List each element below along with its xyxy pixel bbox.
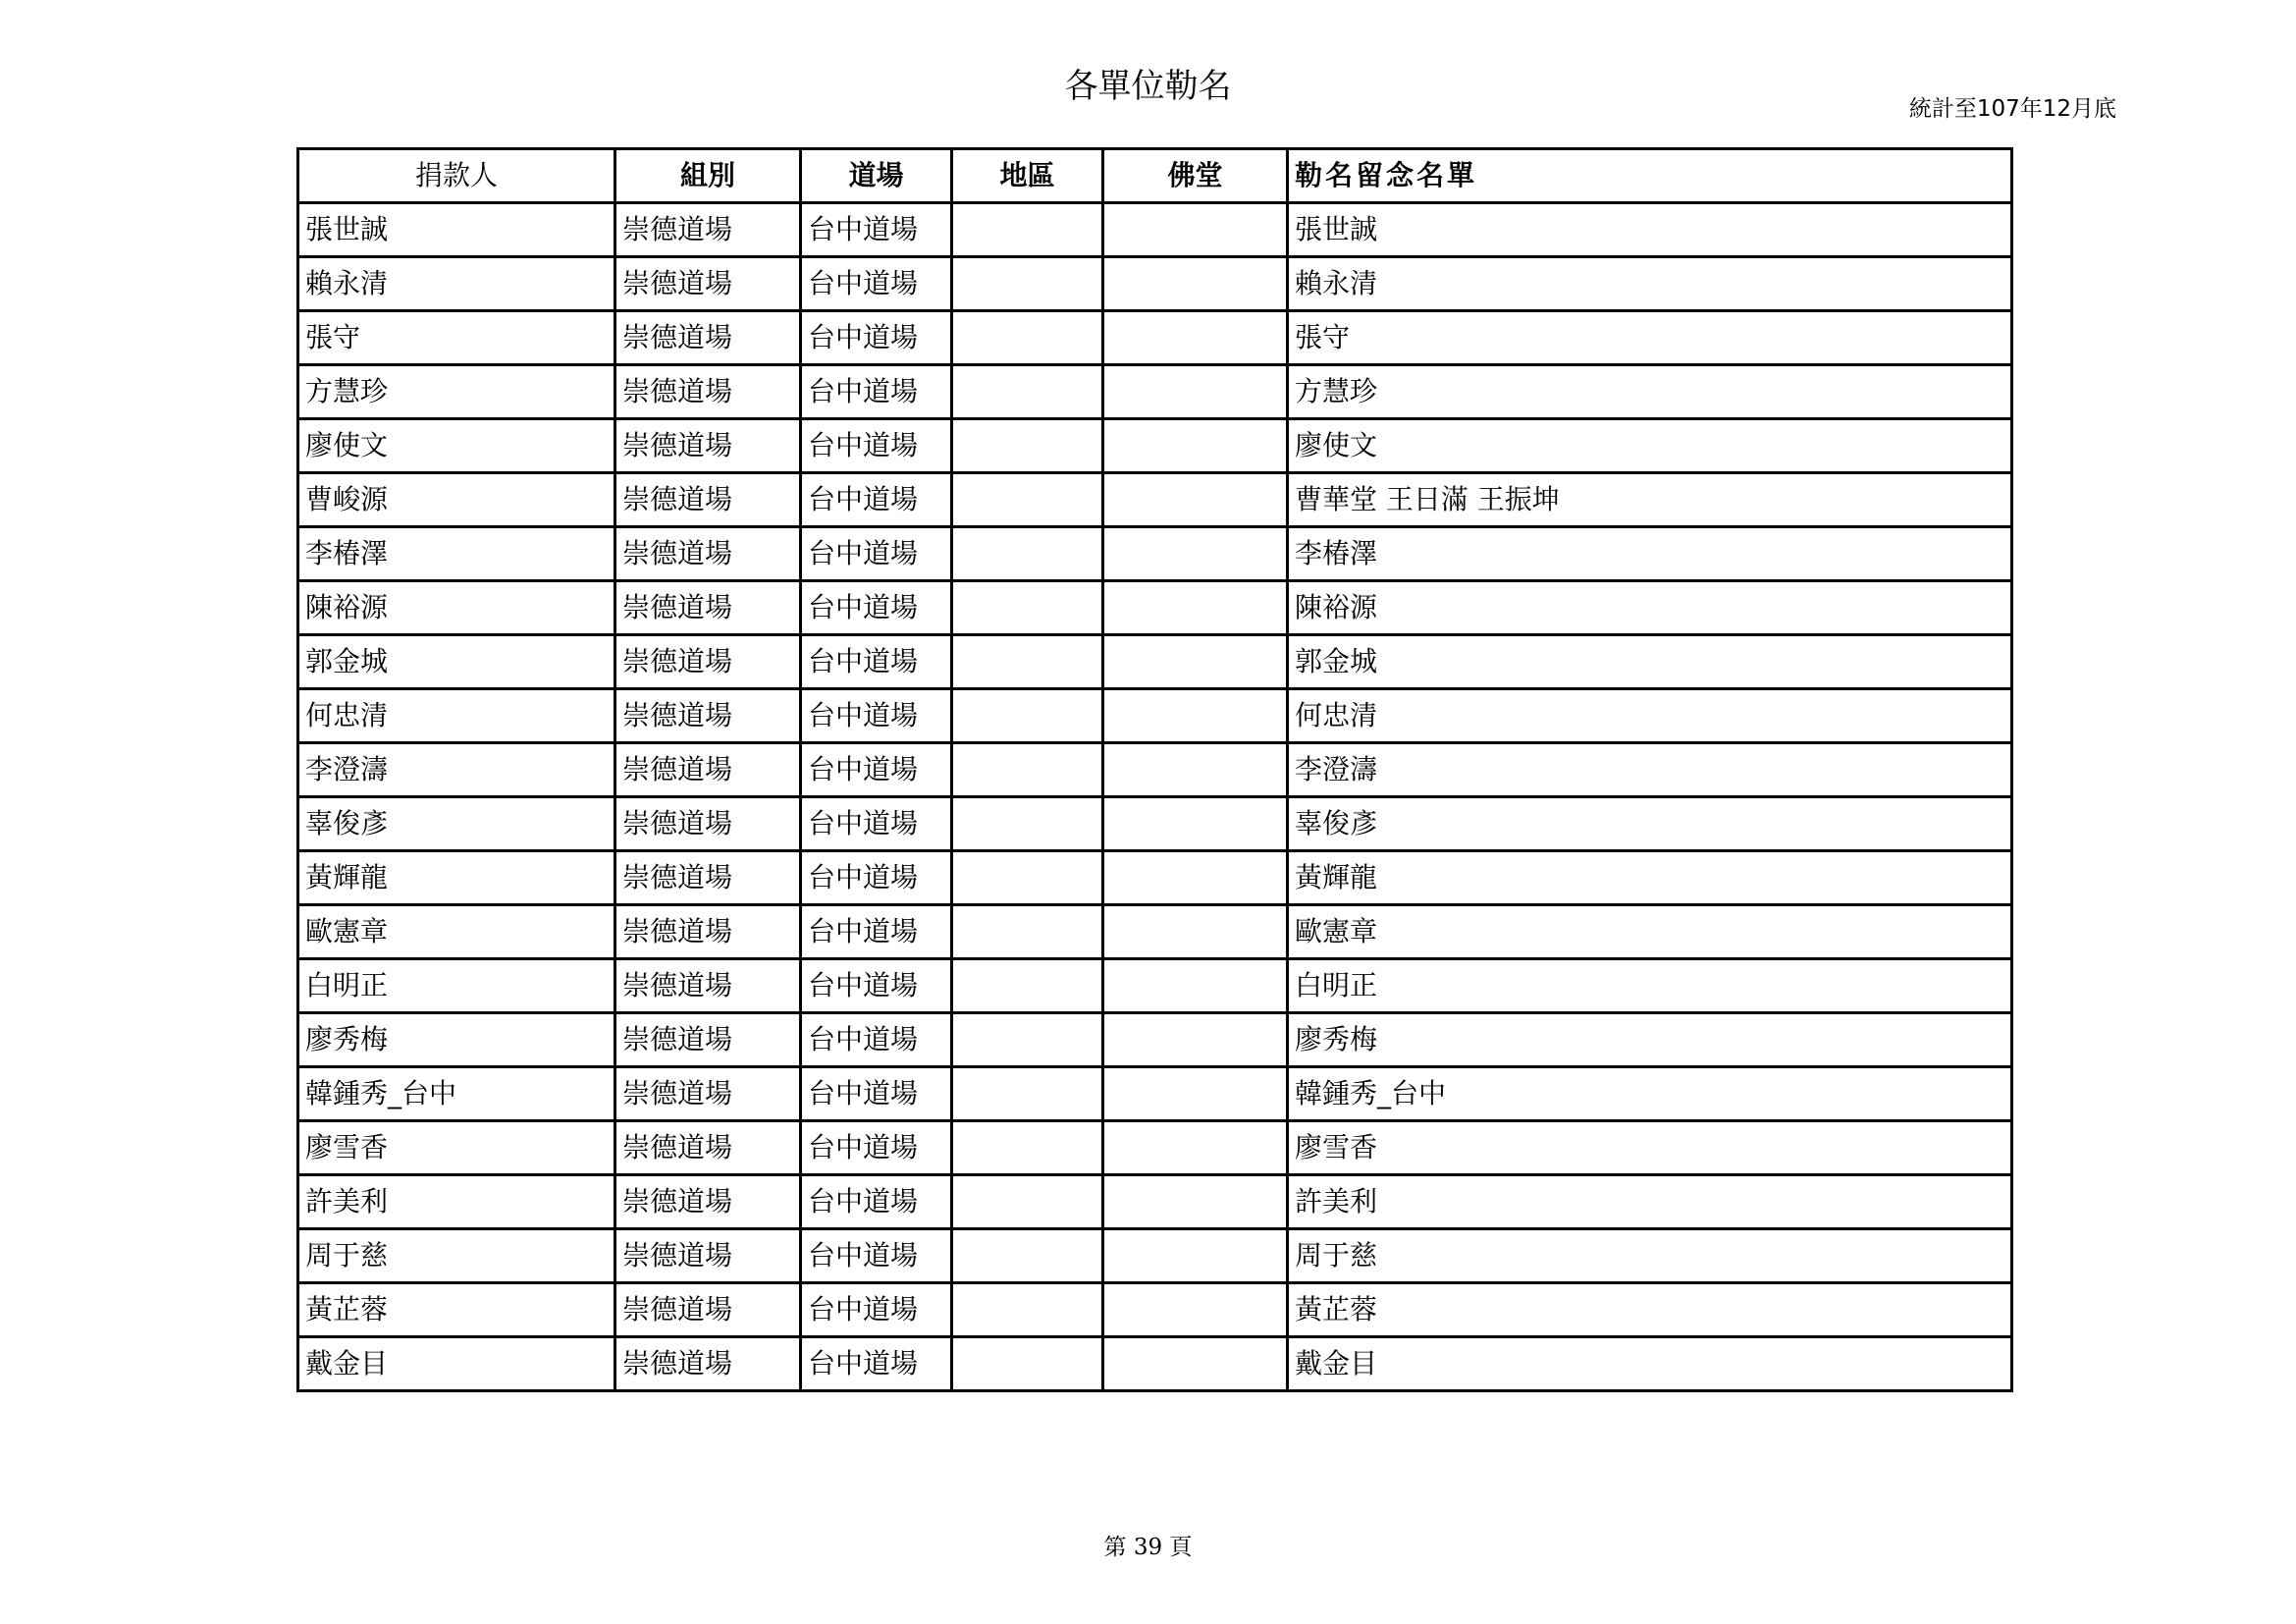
cell-memorial-names: 曹華堂 王日滿 王振坤 (1288, 473, 2012, 527)
cell-group: 崇德道場 (615, 1283, 801, 1337)
cell-donor: 韓鍾秀_台中 (298, 1067, 615, 1121)
cell-memorial-names: 方慧珍 (1288, 365, 2012, 419)
cell-region (952, 1337, 1103, 1391)
cell-donor: 廖雪香 (298, 1121, 615, 1175)
cell-dojo: 台中道場 (801, 203, 952, 257)
cell-memorial-names: 許美利 (1288, 1175, 2012, 1229)
cell-buddha-hall (1103, 743, 1288, 797)
cell-donor: 賴永清 (298, 257, 615, 311)
cell-memorial-names: 郭金城 (1288, 635, 2012, 689)
cell-buddha-hall (1103, 905, 1288, 959)
cell-region (952, 1067, 1103, 1121)
cell-donor: 何忠清 (298, 689, 615, 743)
cell-region (952, 1121, 1103, 1175)
cell-donor: 白明正 (298, 959, 615, 1013)
page-title: 各單位勒名 (1064, 67, 1232, 106)
table-row (298, 905, 2012, 959)
cell-dojo: 台中道場 (801, 905, 952, 959)
table-row (298, 851, 2012, 905)
table-row (298, 1121, 2012, 1175)
table-row (298, 1337, 2012, 1391)
table-row (298, 689, 2012, 743)
table-row (298, 365, 2012, 419)
cell-memorial-names: 韓鍾秀_台中 (1288, 1067, 2012, 1121)
header-region: 地區 (952, 149, 1103, 203)
table-row (298, 257, 2012, 311)
cell-donor: 周于慈 (298, 1229, 615, 1283)
cell-buddha-hall (1103, 257, 1288, 311)
cell-dojo: 台中道場 (801, 1229, 952, 1283)
cell-donor: 陳裕源 (298, 581, 615, 635)
cell-buddha-hall (1103, 311, 1288, 365)
table-row (298, 1229, 2012, 1283)
table-row (298, 959, 2012, 1013)
cell-dojo: 台中道場 (801, 419, 952, 473)
cell-memorial-names: 白明正 (1288, 959, 2012, 1013)
cell-group: 崇德道場 (615, 1175, 801, 1229)
cell-memorial-names: 黃輝龍 (1288, 851, 2012, 905)
cell-dojo: 台中道場 (801, 743, 952, 797)
table-row (298, 581, 2012, 635)
table-row (298, 311, 2012, 365)
cell-buddha-hall (1103, 1067, 1288, 1121)
cell-donor: 李澄濤 (298, 743, 615, 797)
cell-region (952, 905, 1103, 959)
cell-dojo: 台中道場 (801, 527, 952, 581)
cell-memorial-names: 周于慈 (1288, 1229, 2012, 1283)
cell-dojo: 台中道場 (801, 1121, 952, 1175)
cell-dojo: 台中道場 (801, 797, 952, 851)
cell-buddha-hall (1103, 527, 1288, 581)
cell-group: 崇德道場 (615, 527, 801, 581)
cell-memorial-names: 黃芷蓉 (1288, 1283, 2012, 1337)
cell-dojo: 台中道場 (801, 581, 952, 635)
cell-donor: 歐憲章 (298, 905, 615, 959)
cell-region (952, 1229, 1103, 1283)
table-body (298, 203, 2012, 1391)
cell-buddha-hall (1103, 1337, 1288, 1391)
cell-region (952, 1283, 1103, 1337)
donor-table (296, 147, 2013, 1392)
cell-group: 崇德道場 (615, 257, 801, 311)
cell-buddha-hall (1103, 689, 1288, 743)
cell-group: 崇德道場 (615, 1337, 801, 1391)
cell-memorial-names: 廖雪香 (1288, 1121, 2012, 1175)
table-row (298, 473, 2012, 527)
cell-dojo: 台中道場 (801, 1283, 952, 1337)
cell-buddha-hall (1103, 365, 1288, 419)
cell-dojo: 台中道場 (801, 1067, 952, 1121)
header-buddha-hall: 佛堂 (1103, 149, 1288, 203)
table-row (298, 797, 2012, 851)
cell-donor: 方慧珍 (298, 365, 615, 419)
cell-region (952, 581, 1103, 635)
table-row (298, 1175, 2012, 1229)
cell-donor: 許美利 (298, 1175, 615, 1229)
cell-region (952, 311, 1103, 365)
cell-group: 崇德道場 (615, 203, 801, 257)
cell-donor: 郭金城 (298, 635, 615, 689)
cell-memorial-names: 廖使文 (1288, 419, 2012, 473)
cell-group: 崇德道場 (615, 1013, 801, 1067)
cell-dojo: 台中道場 (801, 851, 952, 905)
cell-region (952, 257, 1103, 311)
cell-region (952, 797, 1103, 851)
table-row (298, 419, 2012, 473)
cell-memorial-names: 歐憲章 (1288, 905, 2012, 959)
cell-buddha-hall (1103, 1283, 1288, 1337)
cell-donor: 張世誠 (298, 203, 615, 257)
cell-group: 崇德道場 (615, 797, 801, 851)
cell-region (952, 473, 1103, 527)
cell-group: 崇德道場 (615, 311, 801, 365)
cell-group: 崇德道場 (615, 365, 801, 419)
cell-dojo: 台中道場 (801, 365, 952, 419)
donor-table-container (296, 147, 2010, 1392)
table-row (298, 1013, 2012, 1067)
cell-donor: 曹峻源 (298, 473, 615, 527)
cell-buddha-hall (1103, 1229, 1288, 1283)
cell-dojo: 台中道場 (801, 1337, 952, 1391)
cell-group: 崇德道場 (615, 473, 801, 527)
cell-region (952, 419, 1103, 473)
cell-memorial-names: 辜俊彥 (1288, 797, 2012, 851)
cell-dojo: 台中道場 (801, 635, 952, 689)
cell-group: 崇德道場 (615, 635, 801, 689)
cell-buddha-hall (1103, 1175, 1288, 1229)
cell-region (952, 1175, 1103, 1229)
cell-memorial-names: 李椿澤 (1288, 527, 2012, 581)
cell-region (952, 689, 1103, 743)
cell-group: 崇德道場 (615, 1229, 801, 1283)
cell-memorial-names: 賴永清 (1288, 257, 2012, 311)
cell-region (952, 959, 1103, 1013)
cell-memorial-names: 何忠清 (1288, 689, 2012, 743)
cell-donor: 辜俊彥 (298, 797, 615, 851)
header-memorial-names: 勒名留念名單 (1288, 149, 2012, 203)
cell-donor: 廖秀梅 (298, 1013, 615, 1067)
cell-donor: 黃芷蓉 (298, 1283, 615, 1337)
cell-buddha-hall (1103, 797, 1288, 851)
cell-memorial-names: 李澄濤 (1288, 743, 2012, 797)
cell-donor: 廖使文 (298, 419, 615, 473)
cell-buddha-hall (1103, 959, 1288, 1013)
cell-group: 崇德道場 (615, 851, 801, 905)
table-row (298, 1067, 2012, 1121)
cell-dojo: 台中道場 (801, 257, 952, 311)
cell-dojo: 台中道場 (801, 473, 952, 527)
cell-region (952, 203, 1103, 257)
cell-donor: 黃輝龍 (298, 851, 615, 905)
cell-region (952, 527, 1103, 581)
table-row (298, 743, 2012, 797)
cell-memorial-names: 廖秀梅 (1288, 1013, 2012, 1067)
cell-donor: 張守 (298, 311, 615, 365)
cell-region (952, 1013, 1103, 1067)
cell-group: 崇德道場 (615, 689, 801, 743)
cell-group: 崇德道場 (615, 419, 801, 473)
cell-memorial-names: 陳裕源 (1288, 581, 2012, 635)
cell-region (952, 365, 1103, 419)
cell-region (952, 851, 1103, 905)
table-row (298, 1283, 2012, 1337)
cell-buddha-hall (1103, 1013, 1288, 1067)
cell-dojo: 台中道場 (801, 959, 952, 1013)
cell-group: 崇德道場 (615, 959, 801, 1013)
cell-region (952, 743, 1103, 797)
cell-buddha-hall (1103, 581, 1288, 635)
cell-buddha-hall (1103, 1121, 1288, 1175)
table-header-row (298, 149, 2012, 203)
cell-dojo: 台中道場 (801, 311, 952, 365)
cell-group: 崇德道場 (615, 581, 801, 635)
table-row (298, 527, 2012, 581)
cell-group: 崇德道場 (615, 1067, 801, 1121)
cell-buddha-hall (1103, 203, 1288, 257)
statistics-note: 統計至107年12月底 (1908, 96, 2116, 122)
header-group: 組別 (615, 149, 801, 203)
cell-group: 崇德道場 (615, 743, 801, 797)
cell-memorial-names: 張守 (1288, 311, 2012, 365)
cell-region (952, 635, 1103, 689)
cell-buddha-hall (1103, 635, 1288, 689)
table-row (298, 203, 2012, 257)
cell-buddha-hall (1103, 419, 1288, 473)
cell-memorial-names: 張世誠 (1288, 203, 2012, 257)
cell-group: 崇德道場 (615, 1121, 801, 1175)
cell-group: 崇德道場 (615, 905, 801, 959)
cell-dojo: 台中道場 (801, 1013, 952, 1067)
cell-donor: 李椿澤 (298, 527, 615, 581)
cell-buddha-hall (1103, 851, 1288, 905)
cell-buddha-hall (1103, 473, 1288, 527)
cell-memorial-names: 戴金目 (1288, 1337, 2012, 1391)
table-row (298, 635, 2012, 689)
cell-dojo: 台中道場 (801, 1175, 952, 1229)
cell-dojo: 台中道場 (801, 689, 952, 743)
cell-donor: 戴金目 (298, 1337, 615, 1391)
header-dojo: 道場 (801, 149, 952, 203)
header-donor: 捐款人 (298, 149, 615, 203)
page-number: 第 39 頁 (1103, 1535, 1193, 1560)
